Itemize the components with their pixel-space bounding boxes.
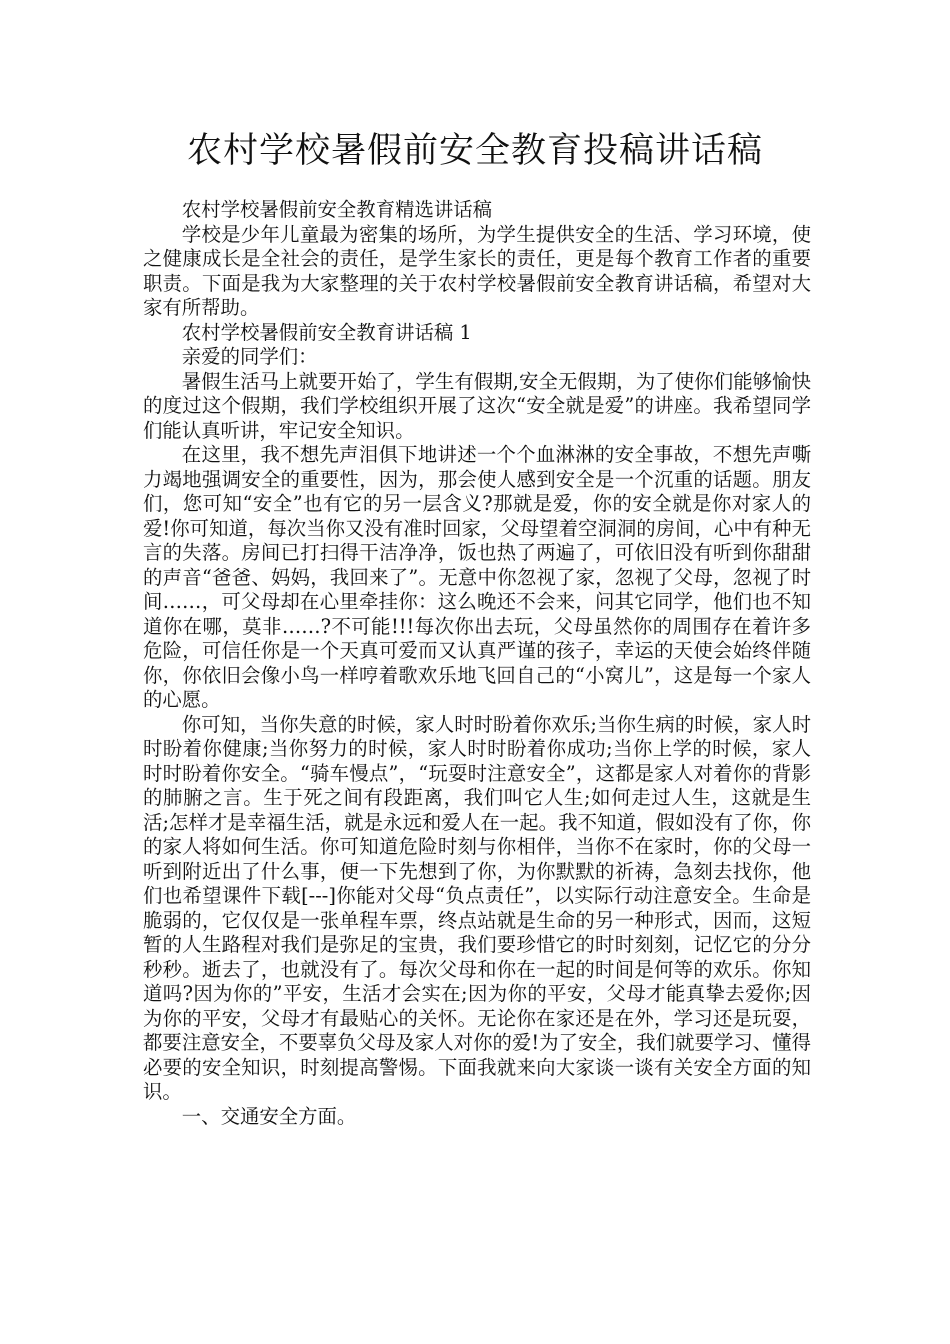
paragraph-section-heading: 一、交通安全方面。 — [181, 1104, 357, 1128]
paragraph-body: 暑假生活马上就要开始了，学生有假期,安全无假期，为了使你们能够愉快的度过这个假期，我们学校组织开展了这次“安全就是爱”的讲座。我希望同学们能认真听讲，牢记安全知识。 — [143, 369, 811, 442]
paragraph-speech-heading: 农村学校暑假前安全教育讲话稿 1 — [181, 320, 472, 344]
paragraph-body: 在这里，我不想先声泪俱下地讲述一个个血淋淋的安全事故，不想先声嘶力竭地强调安全的重要性，因为，那会使人感到安全是一个沉重的话题。朋友们，您可知“安全”也有它的另一层含义?那就是爱，你的安全就是你对家人的爱!你可知道，每次当你又没有准时回家，父母望着空洞洞的房间，心中有种无言的失落。房间已打扫得干洁净净，饭也热了两遍了，可依旧没有听到你甜甜的声音“爸爸、妈妈，我回来了”。无意中你忽视了家，忽视了父母，忽视了时间……，可父母却在心里牵挂你：这么晚还不会来，问其它同学，他们也不知道你在哪，莫非……?不可能!!!每次你出去玩，父母虽然你的周围存在着许多危险，可信任你是一个天真可爱而又认真严谨的孩子，幸运的天使会始终伴随你，你依旧会像小鸟一样哼着歌欢乐地飞回自己的“小窝儿”，这是每一个家人的心愿。 — [143, 443, 811, 711]
paragraph-salutation: 亲爱的同学们： — [181, 345, 318, 368]
paragraph-intro: 学校是少年儿童最为密集的场所，为学生提供安全的生活、学习环境，使之健康成长是全社会的责任，是学生家长的责任，更是每个教育工作者的重要职责。下面是我为大家整理的关于农村学校暑假前安全教育讲话稿，希望对大家有所帮助。 — [143, 222, 811, 319]
document-title: 农村学校暑假前安全教育投稿讲话稿 — [186, 131, 763, 171]
document-body — [143, 198, 811, 1129]
paragraph-subtitle: 农村学校暑假前安全教育精选讲话稿 — [181, 198, 493, 221]
paragraph-body: 你可知，当你失意的时候，家人时时盼着你欢乐;当你生病的时候，家人时时盼着你健康;当你努力的时候，家人时时盼着你成功;当你上学的时候，家人时时盼着你安全。“骑车慢点”，“玩耍时注意安全”，这都是家人对着你的背影的肺腑之言。生于死之间有段距离，我们叫它人生;如何走过人生，这就是生活;怎样才是幸福生活，就是永远和爱人在一起。我不知道，假如没有了你，你的家人将如何生活。你可知道危险时刻与你相伴，当你不在家时，你的父母一听到附近出了什么事，便一下先想到了你，为你默默的祈祷，急刻去找你，他们也希望课件下载[---]你能对父母“负点责任”，以实际行动注意安全。生命是脆弱的，它仅仅是一张单程车票，终点站就是生命的另一种形式，因而，这短暂的人生路程对我们是弥足的宝贵，我们要珍惜它的时时刻刻，记忆它的分分秒秒。逝去了，也就没有了。每次父母和你在一起的时间是何等的欢乐。你知道吗?因为你的”平安，生活才会实在;因为你的平安，父母才能真挚去爱你;因为你的平安，父母才有最贴心的关怀。无论你在家还是在外，学习还是玩耍，都要注意安全，不要辜负父母及家人对你的爱!为了安全，我们就要学习、懂得必要的安全知识，时刻提高警惕。下面我就来向大家谈一谈有关安全方面的知识。 — [143, 712, 811, 1103]
